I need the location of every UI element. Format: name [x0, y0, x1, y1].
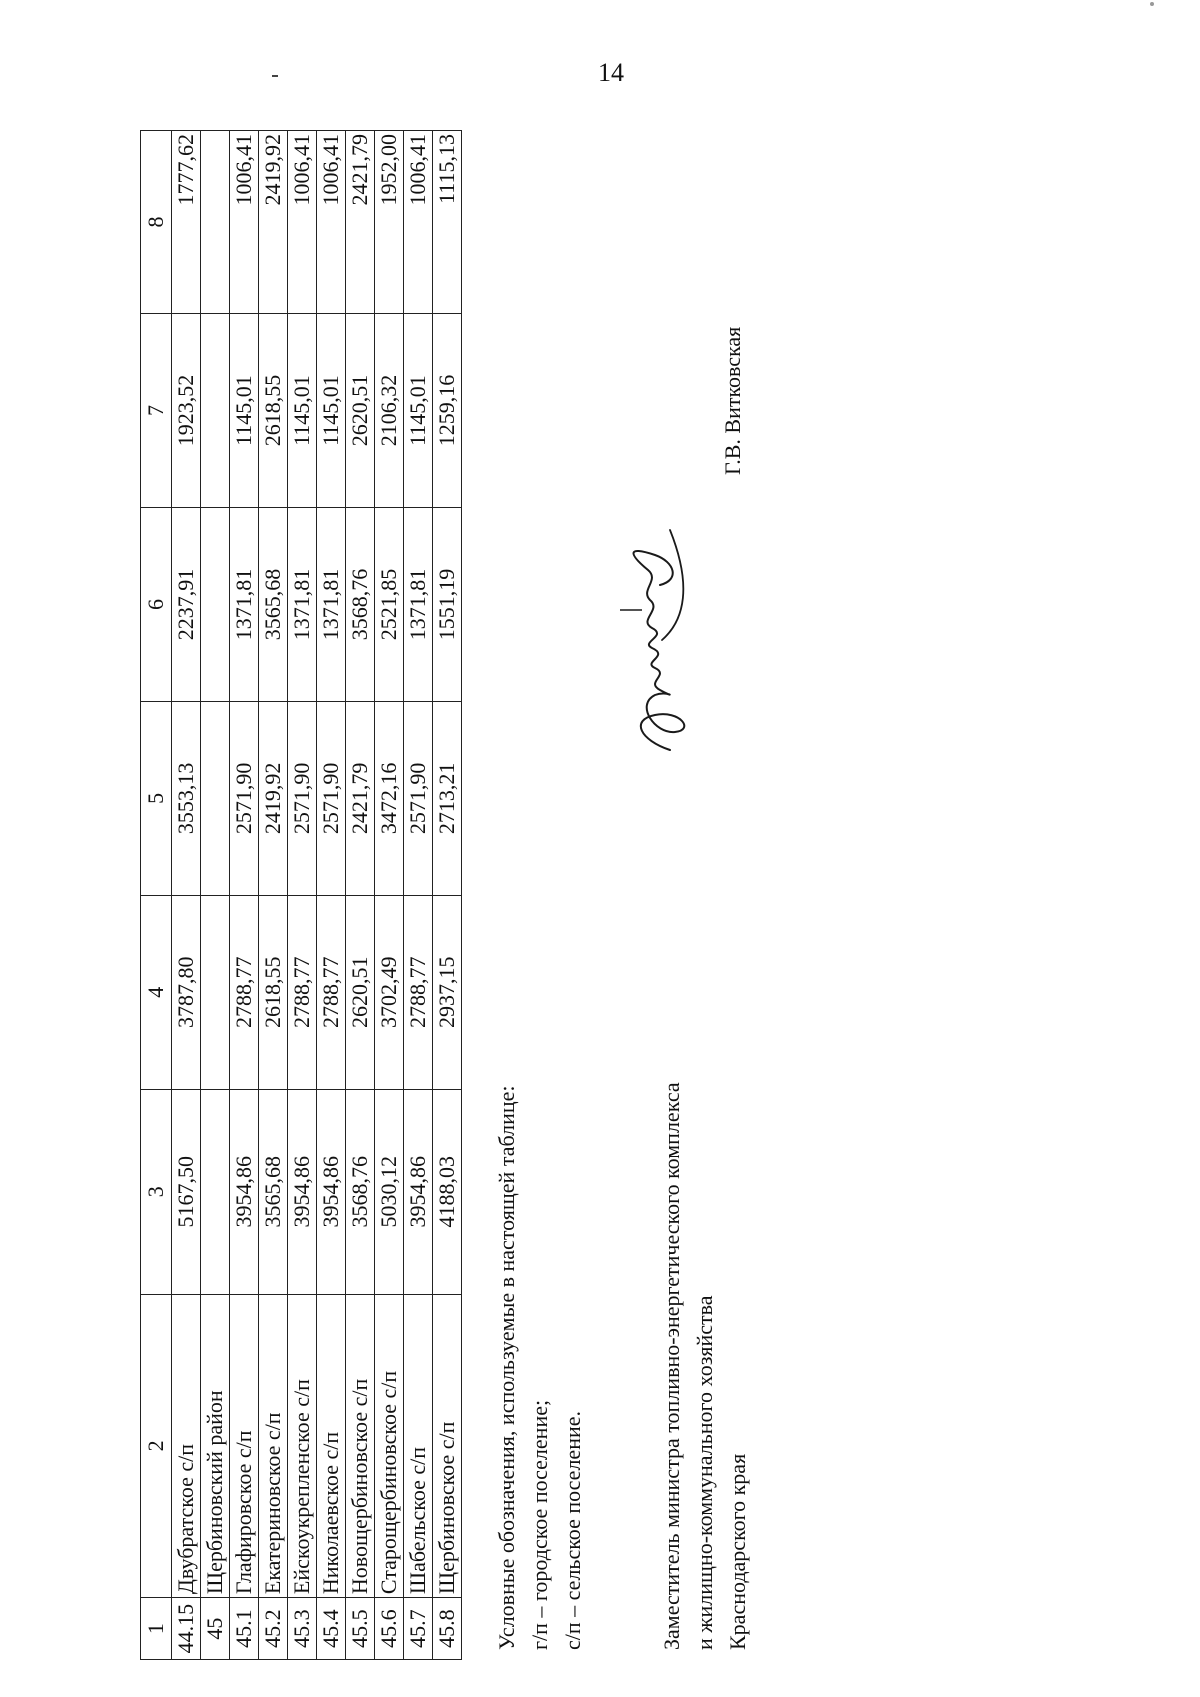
header-cell: 8	[141, 131, 172, 314]
row-value-cell: 3472,16	[375, 701, 404, 895]
row-value-cell: 3565,68	[259, 507, 288, 701]
table-row	[259, 131, 288, 1660]
row-value-cell	[201, 1089, 230, 1294]
row-value-cell: 1777,62	[172, 131, 201, 314]
row-name-cell: Шабельское с/п	[404, 1294, 433, 1597]
row-name-cell: Щербиновское с/п	[433, 1294, 462, 1597]
row-value-cell: 1145,01	[317, 314, 346, 508]
table-body	[141, 131, 462, 1660]
row-value-cell: 1006,41	[317, 131, 346, 314]
table-row	[404, 131, 433, 1660]
row-value-cell: 2571,90	[404, 701, 433, 895]
row-value-cell: 2521,85	[375, 507, 404, 701]
header-cell: 5	[141, 701, 172, 895]
table-row	[172, 131, 201, 1660]
row-value-cell: 2571,90	[230, 701, 259, 895]
row-value-cell: 1259,16	[433, 314, 462, 508]
row-name-cell: Щербиновский район	[201, 1294, 230, 1597]
row-value-cell: 1371,81	[404, 507, 433, 701]
table-row	[346, 131, 375, 1660]
row-name-cell: Глафировское с/п	[230, 1294, 259, 1597]
header-cell: 1	[141, 1598, 172, 1660]
signer-title-line: Краснодарского края	[725, 1453, 750, 1650]
row-value-cell: 2618,55	[259, 895, 288, 1089]
row-value-cell: 2419,92	[259, 131, 288, 314]
row-value-cell: 2421,79	[346, 131, 375, 314]
row-value-cell: 1006,41	[404, 131, 433, 314]
legend	[490, 1085, 589, 1650]
row-value-cell: 45.7	[404, 1598, 433, 1660]
table-row	[433, 131, 462, 1660]
row-value-cell: 2788,77	[288, 895, 317, 1089]
signer-title-line: Заместитель министра топливно-энергетического комплекса	[659, 1082, 684, 1650]
row-value-cell: 45.5	[346, 1598, 375, 1660]
table-row	[288, 131, 317, 1660]
header-cell: 2	[141, 1294, 172, 1597]
row-value-cell: 1371,81	[230, 507, 259, 701]
tariff-table	[140, 130, 462, 1660]
row-value-cell: 45.3	[288, 1598, 317, 1660]
row-value-cell: 1115,13	[433, 131, 462, 314]
row-value-cell: 2419,92	[259, 701, 288, 895]
row-value-cell: 45	[201, 1598, 230, 1660]
header-cell: 4	[141, 895, 172, 1089]
row-value-cell: 5167,50	[172, 1089, 201, 1294]
row-value-cell: 2237,91	[172, 507, 201, 701]
row-value-cell: 2421,79	[346, 701, 375, 895]
row-value-cell: 1145,01	[230, 314, 259, 508]
page-number: 14	[598, 58, 624, 87]
row-value-cell: 2937,15	[433, 895, 462, 1089]
row-value-cell: 2106,32	[375, 314, 404, 508]
row-value-cell: 3954,86	[230, 1089, 259, 1294]
row-value-cell: 1923,52	[172, 314, 201, 508]
row-value-cell: 3568,76	[346, 507, 375, 701]
row-value-cell: 45.6	[375, 1598, 404, 1660]
row-value-cell: 1006,41	[288, 131, 317, 314]
row-value-cell	[201, 507, 230, 701]
row-value-cell: 3702,49	[375, 895, 404, 1089]
row-value-cell: 2788,77	[317, 895, 346, 1089]
row-value-cell: 3954,86	[404, 1089, 433, 1294]
header-cell: 6	[141, 507, 172, 701]
row-value-cell	[201, 895, 230, 1089]
legend-intro: Условные обозначения, используемые в настоящей таблице:	[494, 1085, 519, 1650]
table-row	[375, 131, 404, 1660]
scan-speck	[272, 75, 278, 77]
row-value-cell: 3954,86	[288, 1089, 317, 1294]
row-value-cell: 1371,81	[317, 507, 346, 701]
row-value-cell: 1371,81	[288, 507, 317, 701]
row-value-cell: 5030,12	[375, 1089, 404, 1294]
row-value-cell	[201, 314, 230, 508]
signer-name: Г.В. Витковская	[720, 326, 745, 475]
row-value-cell: 45.1	[230, 1598, 259, 1660]
scan-speck	[1150, 2, 1154, 6]
row-value-cell: 3568,76	[346, 1089, 375, 1294]
row-value-cell: 1145,01	[404, 314, 433, 508]
table-row	[230, 131, 259, 1660]
row-value-cell: 3954,86	[317, 1089, 346, 1294]
row-name-cell: Ейскоукрепленское с/п	[288, 1294, 317, 1597]
row-value-cell: 44.15	[172, 1598, 201, 1660]
table-row	[201, 131, 230, 1660]
row-name-cell: Николаевское с/п	[317, 1294, 346, 1597]
rotated-document-body	[140, 130, 1200, 1660]
row-value-cell: 2571,90	[288, 701, 317, 895]
header-cell: 7	[141, 314, 172, 508]
row-name-cell: Двубратское с/п	[172, 1294, 201, 1597]
row-name-cell: Новощербиновское с/п	[346, 1294, 375, 1597]
row-name-cell: Екатериновское с/п	[259, 1294, 288, 1597]
row-value-cell: 45.2	[259, 1598, 288, 1660]
row-value-cell: 1145,01	[288, 314, 317, 508]
handwritten-signature	[600, 520, 720, 760]
row-value-cell: 2620,51	[346, 314, 375, 508]
row-value-cell	[201, 701, 230, 895]
row-value-cell: 1551,19	[433, 507, 462, 701]
table-header-row	[141, 131, 172, 1660]
table-row	[317, 131, 346, 1660]
row-value-cell: 3787,80	[172, 895, 201, 1089]
row-value-cell: 2618,55	[259, 314, 288, 508]
row-value-cell: 1952,00	[375, 131, 404, 314]
row-value-cell: 1006,41	[230, 131, 259, 314]
row-value-cell: 45.8	[433, 1598, 462, 1660]
row-value-cell: 2788,77	[404, 895, 433, 1089]
row-value-cell: 2571,90	[317, 701, 346, 895]
signer-title-line: и жилищно-коммунального хозяйства	[692, 1295, 717, 1650]
row-value-cell: 45.4	[317, 1598, 346, 1660]
row-value-cell: 2788,77	[230, 895, 259, 1089]
row-value-cell: 4188,03	[433, 1089, 462, 1294]
row-value-cell: 2620,51	[346, 895, 375, 1089]
header-cell: 3	[141, 1089, 172, 1294]
legend-item: г/п – городское поселение;	[527, 1399, 552, 1650]
legend-item: с/п – сельское поселение.	[560, 1410, 585, 1650]
row-value-cell	[201, 131, 230, 314]
row-value-cell: 3565,68	[259, 1089, 288, 1294]
row-value-cell: 3553,13	[172, 701, 201, 895]
row-name-cell: Старощербиновское с/п	[375, 1294, 404, 1597]
row-value-cell: 2713,21	[433, 701, 462, 895]
